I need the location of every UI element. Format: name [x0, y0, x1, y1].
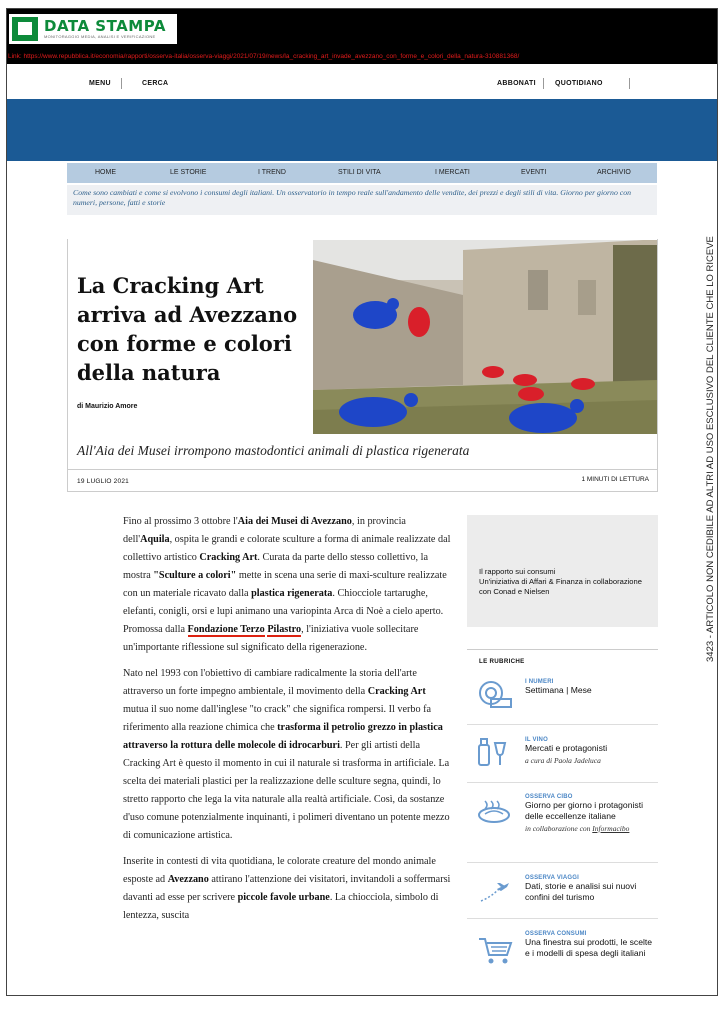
nav-divider	[543, 78, 544, 89]
rubriche-label: LE RUBRICHE	[479, 658, 525, 665]
shopping-cart-icon	[477, 935, 513, 965]
divider	[467, 649, 658, 650]
bold-text: Cracking Art	[199, 552, 258, 563]
text: , in provincia dell'	[123, 516, 406, 545]
text: , l'iniziativa vuole sollecitare un'importante riflessione sul significato della rigenerazione.	[123, 624, 419, 653]
tab-le-storie[interactable]: LE STORIE	[170, 169, 207, 176]
rubrica-title: Dati, storie e analisi sui nuovi confini del turismo	[525, 881, 637, 902]
bold-text: Aquila	[140, 534, 170, 545]
read-time: 1 MINUTI DI LETTURA	[581, 476, 649, 483]
bold-text: Aia dei Musei di Avezzano	[237, 516, 352, 527]
wine-icon	[477, 737, 513, 767]
paragraph-2	[123, 665, 453, 845]
rubrica-title: Giorno per giorno i protagonisti delle eccellenze italiane	[525, 800, 643, 821]
text: , ospita le grandi e colorate sculture a forma di animale realizzate dal collettivo artistico	[123, 534, 451, 563]
tab-archivio[interactable]: ARCHIVIO	[597, 169, 631, 176]
bold-text: Avezzano	[167, 874, 209, 885]
rubrica-item[interactable]	[467, 725, 658, 783]
tab-i-mercati[interactable]: I MERCATI	[435, 169, 470, 176]
section-tagline: Come sono cambiati e come si evolvono i consumi degli italiani. Un osservatorio in tempo reale sull'andamento delle vendite, dei prezzi e degli stili di vita. Giorno per giorno con numeri, persone, fatti e storie	[67, 185, 657, 215]
fondazione-link[interactable]: Fondazione Terzo	[187, 624, 265, 635]
section-nav	[67, 163, 657, 183]
rubrica-category: I NUMERI	[525, 679, 554, 685]
article-photo	[313, 240, 657, 434]
rubrica-item[interactable]	[467, 863, 658, 919]
search-button[interactable]: CERCA	[142, 80, 169, 87]
datastampa-header	[7, 9, 718, 50]
rubrica-item[interactable]	[467, 783, 658, 863]
bold-text: piccole favole urbane	[237, 892, 330, 903]
sidebar	[467, 515, 658, 985]
text: mutua il suo nome dall'inglese "to crack" che significa rompersi. Il verbo fa riferimento alla reazione chimica che	[123, 704, 432, 733]
divider	[67, 469, 658, 470]
tab-i-trend[interactable]: I TREND	[258, 169, 286, 176]
logo-title: DATA STAMPA	[44, 17, 166, 35]
promo-title: Il rapporto sui consumi	[479, 567, 556, 576]
article-author: di Maurizio Amore	[77, 403, 138, 410]
text: Nato nel 1993 con l'obiettivo di cambiare radicalmente la storia dell'arte attraverso un forte impegno ambientale, il movimento della	[123, 668, 417, 697]
bold-text: Cracking Art	[367, 686, 426, 697]
text: mette in scena una serie di maxi-sculture realizzate con un materiale ricavato dalla	[123, 570, 447, 599]
text: . La chiocciola, simbolo di lentezza, suscita	[123, 892, 439, 921]
datastampa-logo-icon	[12, 17, 38, 41]
airplane-icon	[477, 877, 513, 907]
bold-text: "Sculture a colori"	[153, 570, 237, 581]
rubrica-credit: a cura di Paola Jadeluca	[525, 756, 601, 765]
logo-subtitle: MONITORAGGIO MEDIA, ANALISI E VERIFICAZIONE	[44, 34, 156, 39]
text: . Chiocciole tartarughe, elefanti, conigli, orsi e lupi animano una variopinta Arca di Noè a cielo aperto. Promossa dalla	[123, 588, 444, 635]
copyright-notice: 3423 - ARTICOLO NON CEDIBILE AD ALTRI AD USO ESCLUSIVO DEL CLIENTE CHE LO RICEVE	[705, 236, 716, 662]
rubrica-category: OSSERVA CONSUMI	[525, 931, 587, 937]
rubrica-category: OSSERVA CIBO	[525, 794, 573, 800]
fondazione-link[interactable]: Pilastro	[267, 624, 302, 635]
brand-banner	[7, 99, 718, 161]
promo-text: Un'iniziativa di Affari & Finanza in collaborazione con Conad e Nielsen	[479, 577, 642, 596]
paragraph-3	[123, 853, 453, 925]
text: attirano l'attenzione dei visitatori, invitandoli a soffermarsi davanti ad esse per scrivere	[123, 874, 451, 903]
bold-text: trasforma il petrolio grezzo in plastica attraverso la rottura delle molecole di idrocarburi	[123, 722, 443, 751]
page-frame	[6, 8, 718, 996]
article-headline: La Cracking Art arriva ad Avezzano con forme e colori della natura	[77, 273, 298, 385]
sculpture-photo-illustration	[313, 240, 657, 434]
article-body	[123, 513, 453, 933]
rubrica-title: Una finestra sui prodotti, le scelte e i modelli di spesa degli italiani	[525, 937, 653, 958]
rubrica-title: Settimana | Mese	[525, 685, 592, 695]
menu-button[interactable]: MENU	[89, 80, 111, 87]
rubrica-credit	[525, 824, 658, 833]
informacibo-link[interactable]: Informacibo	[592, 824, 630, 833]
paragraph-1	[123, 513, 453, 657]
tab-stili-di-vita[interactable]: STILI DI VITA	[338, 169, 381, 176]
subscribe-link[interactable]: ABBONATI	[497, 80, 536, 87]
article-subtitle: All'Aia dei Musei irrompono mastodontici animali di plastica rigenerata	[77, 443, 470, 458]
daily-link[interactable]: QUOTIDIANO	[555, 80, 603, 87]
credit-prefix: in collaborazione con	[525, 824, 593, 833]
datastampa-logo	[9, 14, 177, 44]
text: . Curata da parte dello stesso collettivo, la mostra	[123, 552, 428, 581]
tape-measure-icon	[477, 679, 513, 709]
nav-divider	[121, 78, 122, 89]
rubrica-category: OSSERVA VIAGGI	[525, 875, 580, 881]
nav-divider	[629, 78, 630, 89]
text: Fino al prossimo 3 ottobre l'	[123, 516, 238, 527]
promo-box[interactable]	[467, 515, 658, 627]
text: Inserite in contesti di vita quotidiana, le colorate creature del mondo animale esposte ad	[123, 856, 436, 885]
article-date: 19 LUGLIO 2021	[77, 478, 129, 485]
rubrica-item[interactable]	[467, 919, 658, 985]
top-nav	[7, 68, 718, 100]
bold-text: plastica rigenerata	[251, 588, 333, 599]
source-link[interactable]: Link: https://www.repubblica.it/economia/rapporti/osserva-italia/osserva-viaggi/2021/07/19/news/la_cracking_art_invade_avezzano_con_forme_e_colori_della_natura-310881368/	[7, 50, 718, 64]
rubrica-category: IL VINO	[525, 737, 548, 743]
food-plate-icon	[477, 795, 513, 825]
tab-eventi[interactable]: EVENTI	[521, 169, 547, 176]
divider	[67, 491, 658, 492]
rubrica-item[interactable]	[467, 679, 658, 725]
text: . Per gli artisti della Cracking Art è questo il momento in cui il naturale si trasforma in artificiale. La scelta dei materiali plastici per la realizzazione delle sculture segna, quindi, lo stretto rapporto che lega la vita naturale alla realtà artificiale. Così, da sostanze d'uso comune potenzialmente inquinanti, i polimeri diventano un potente mezzo di comunicazione artistica.	[123, 740, 450, 841]
tab-home[interactable]: HOME	[95, 169, 116, 176]
rubrica-title: Mercati e protagonisti	[525, 743, 608, 753]
